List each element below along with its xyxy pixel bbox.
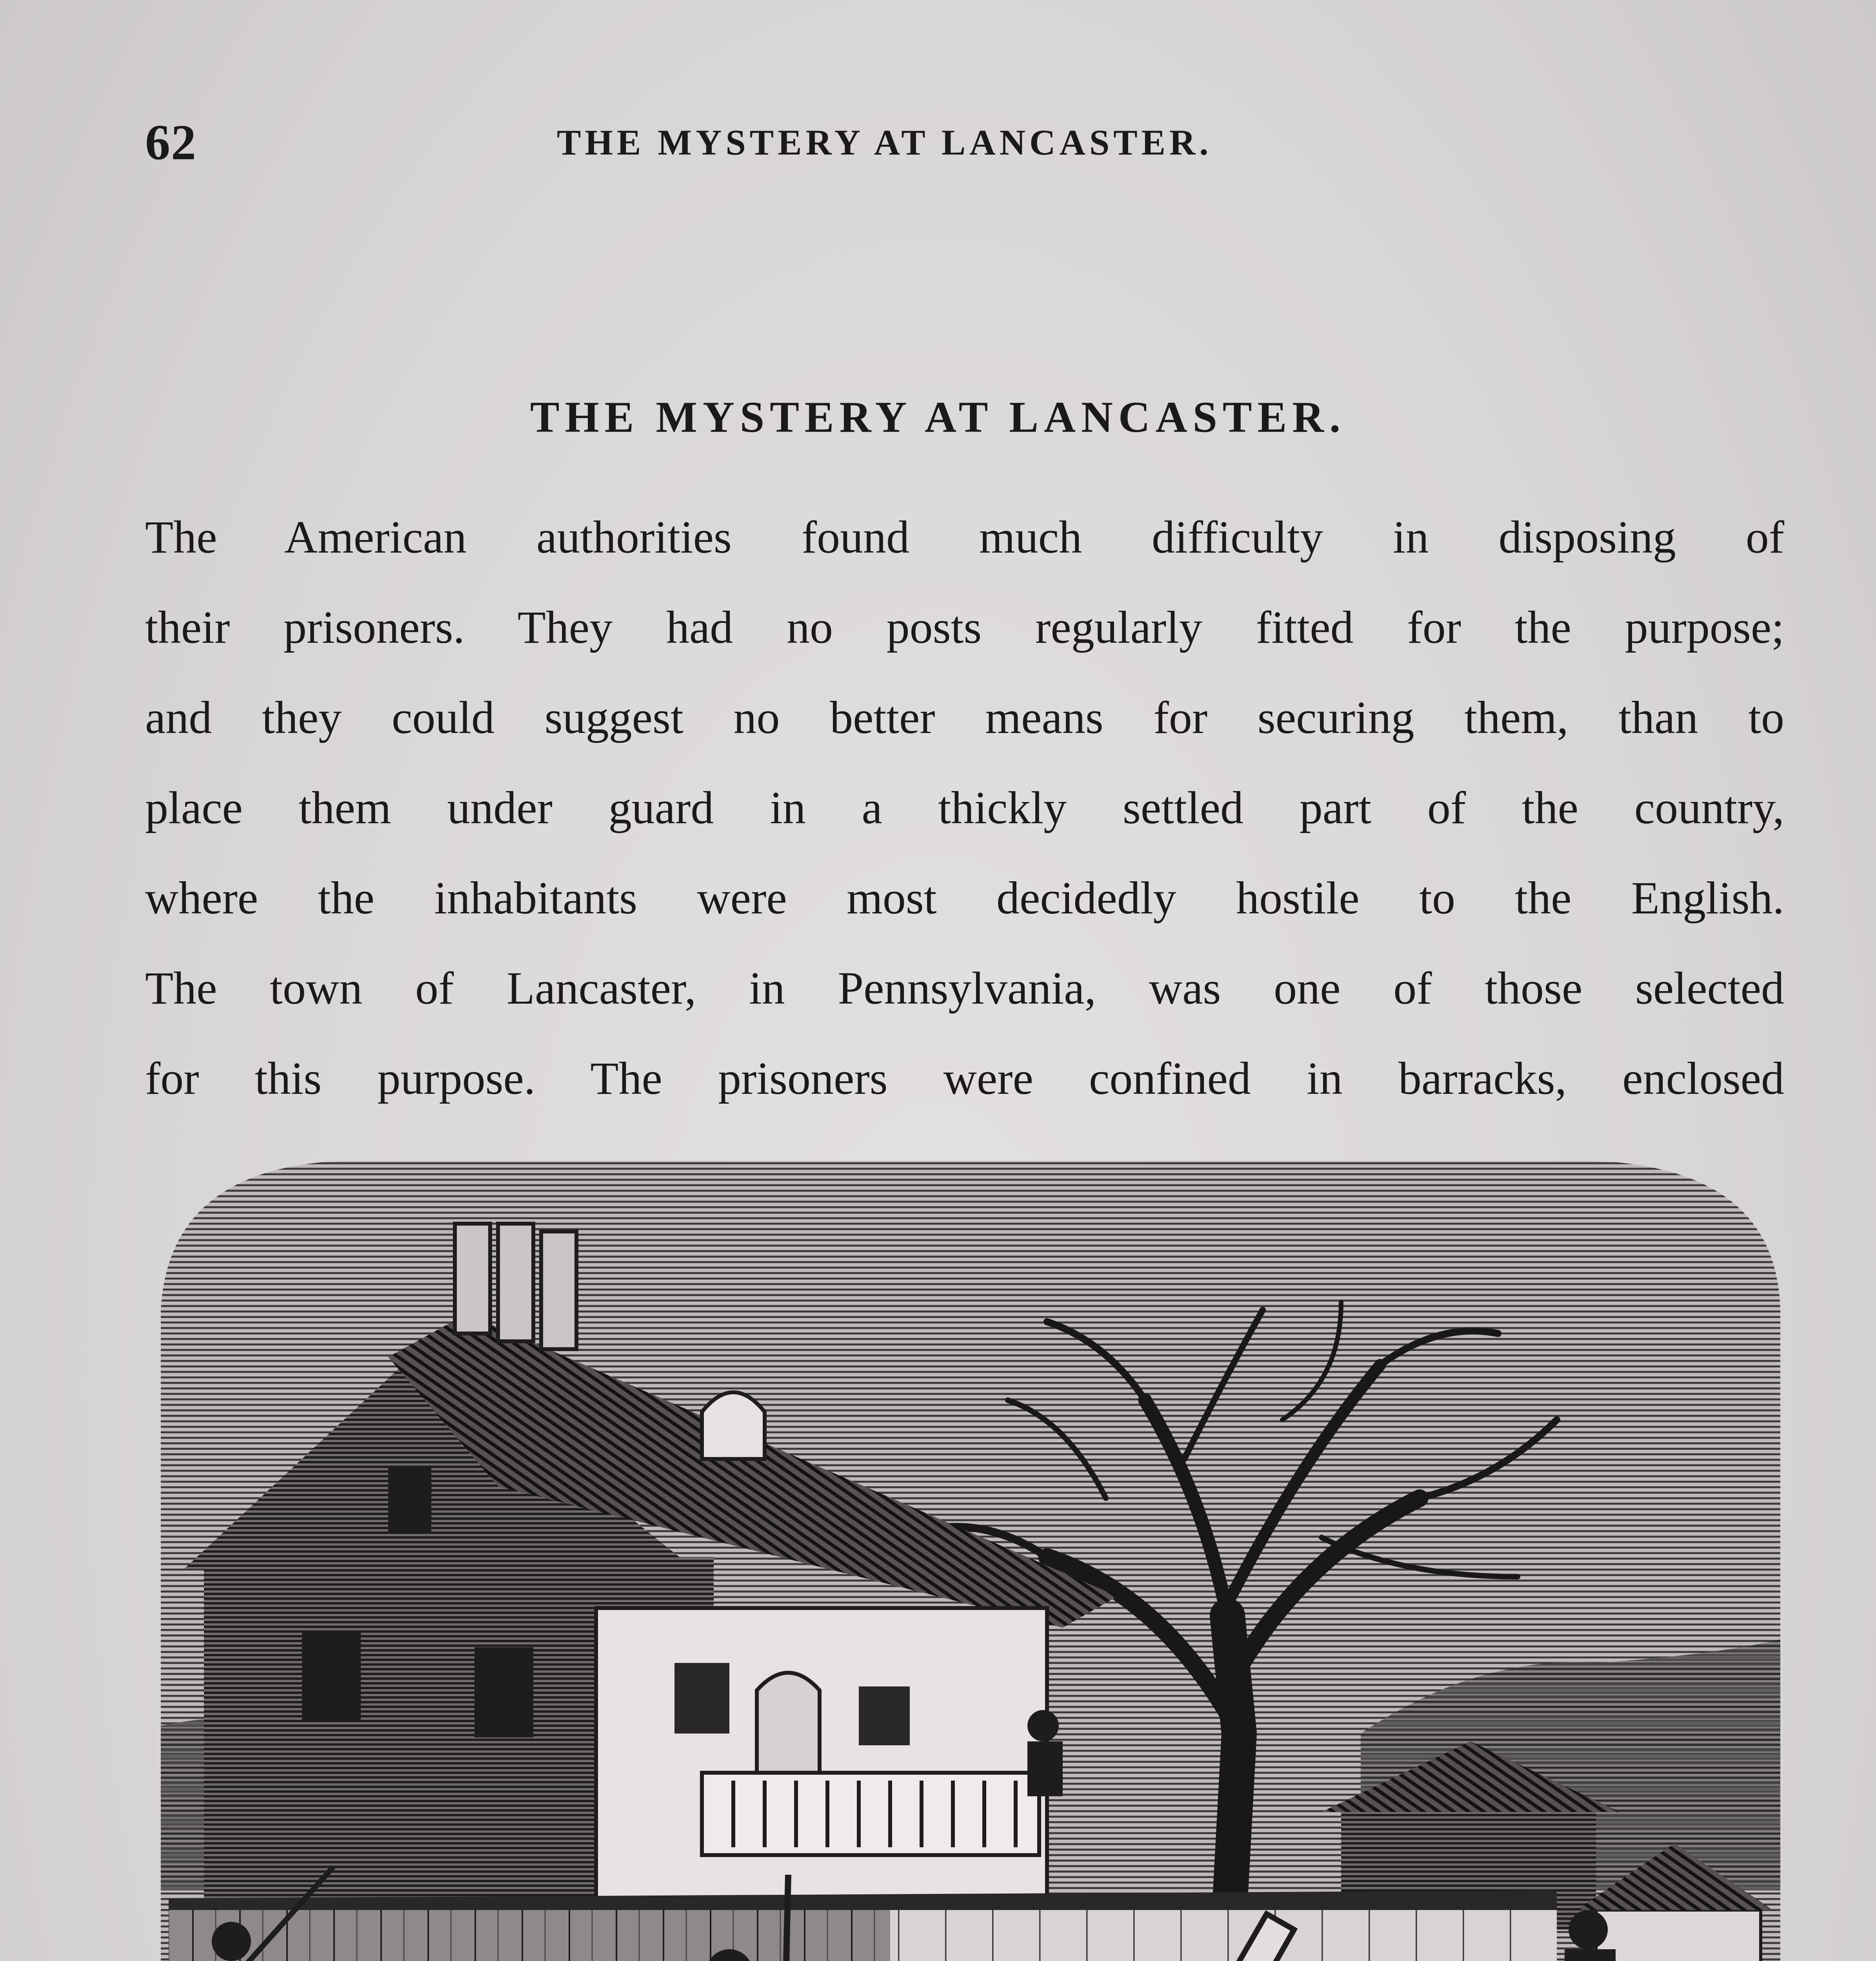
text-line: The town of Lancaster, in Pennsylvania, was one of those selected [145,962,1784,1014]
engraving-illustration [145,1145,1792,1961]
barracks-engraving [145,1145,1792,1961]
text-line: and they could suggest no better means for securing them, than to [145,692,1784,743]
paragraph-1 [145,492,1784,1124]
page-number: 62 [145,115,197,170]
text-line: their prisoners. They had no posts regularly fitted for the purpose; [145,602,1784,653]
text-line: The American authorities found much difficulty in disposing of [145,511,1784,563]
running-head [145,114,1792,176]
text-line: for this purpose. The prisoners were confined in barracks, enclosed [145,1053,1784,1104]
text-line: place them under guard in a thickly settled part of the country, [145,782,1784,833]
running-title: THE MYSTERY AT LANCASTER. [557,122,1212,162]
text-line: where the inhabitants were most decidedly hostile to the English. [145,872,1784,924]
chapter-title: THE MYSTERY AT LANCASTER. [530,393,1346,442]
